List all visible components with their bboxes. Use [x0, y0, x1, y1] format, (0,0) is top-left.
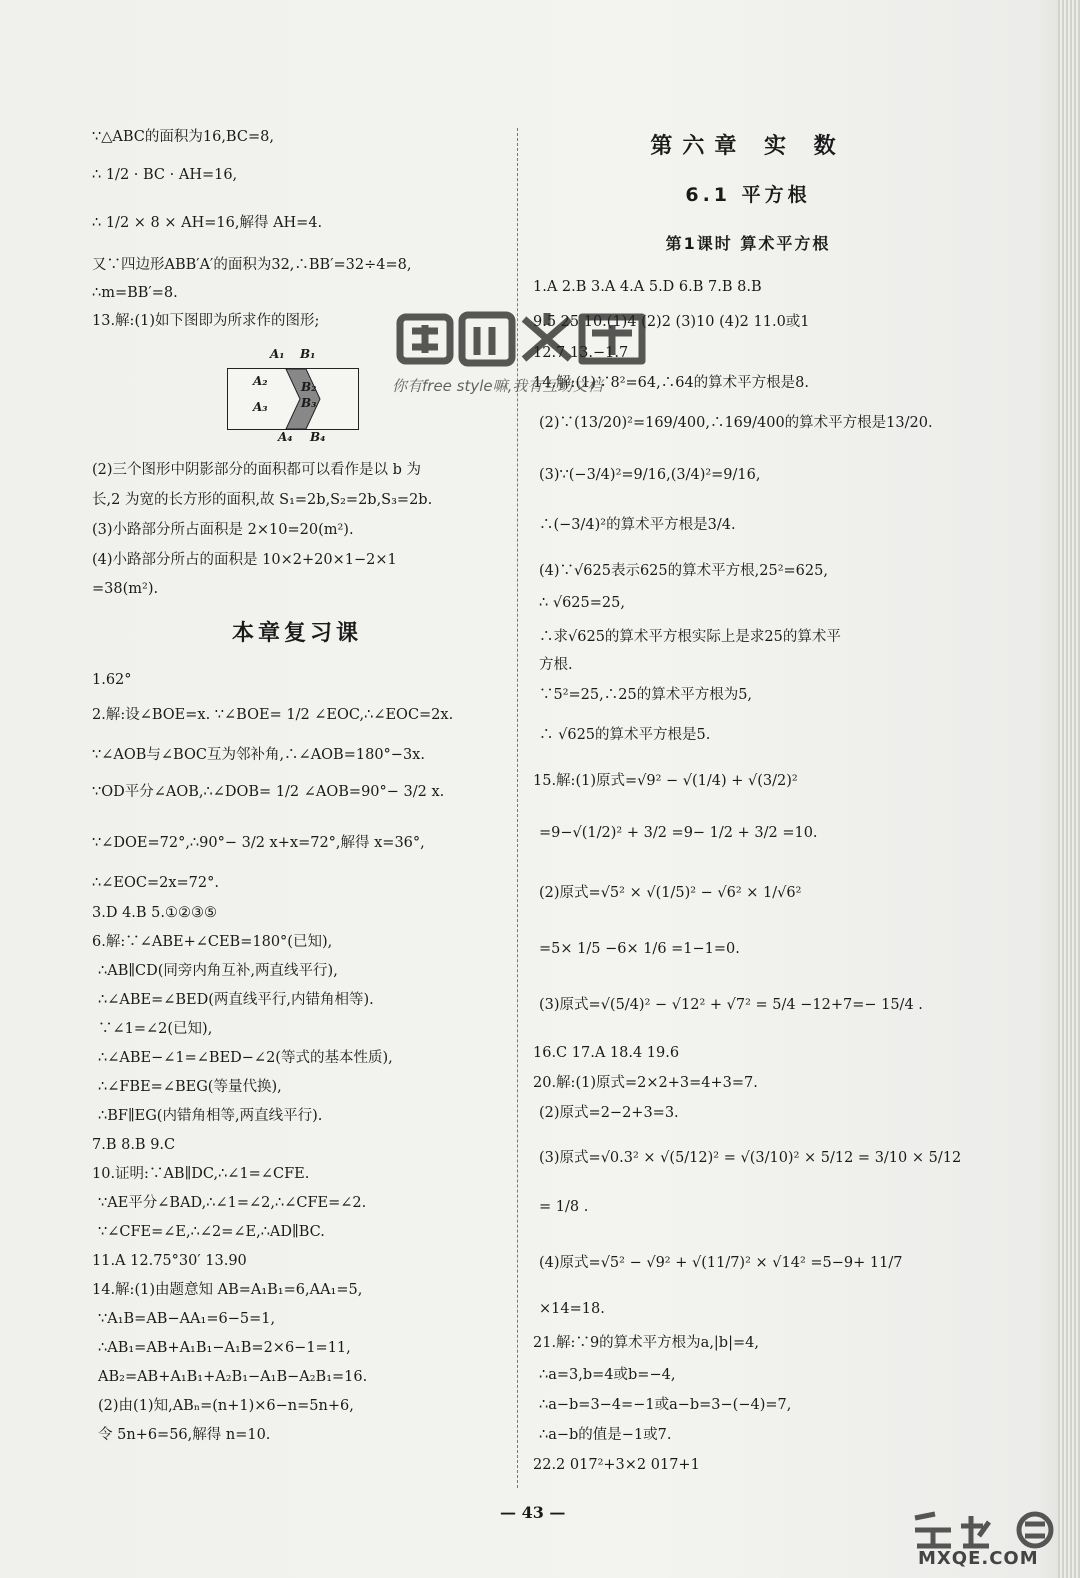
text-line: (2)由(1)知,ABₙ=(n+1)×6−n=5n+6, — [98, 1398, 354, 1414]
text-line: ∵△ABC的面积为16,BC=8, — [92, 129, 274, 145]
text-line: (2)∵(13/20)²=169/400,∴169/400的算术平方根是13/20. — [539, 415, 933, 431]
text-line: =38(m²). — [92, 581, 159, 597]
text-line: 14.解:(1)∵8²=64,∴64的算术平方根是8. — [533, 375, 810, 391]
text-line: ∴求√625的算术平方根实际上是求25的算术平 — [539, 629, 841, 645]
corner-brand-url: MXQE.COM — [918, 1548, 1039, 1569]
text-line: 6.解:∵∠ABE+∠CEB=180°(已知), — [92, 934, 333, 950]
text-line: 又∵四边形ABB′A′的面积为32,∴BB′=32÷4=8, — [92, 257, 412, 273]
text-line: ∵∠DOE=72°,∴90°− 3/2 x+x=72°,解得 x=36°, — [92, 835, 425, 851]
text-line: 15.解:(1)原式=√9² − √(1/4) + √(3/2)² — [533, 773, 798, 789]
shaded-path-diagram — [228, 369, 358, 429]
text-line: 令 5n+6=56,解得 n=10. — [98, 1427, 271, 1443]
text-line: 3.D 4.B 5.①②③⑤ — [92, 905, 217, 921]
text-line: =5× 1/5 −6× 1/6 =1−1=0. — [539, 941, 740, 957]
text-line: ∴ 1/2 · BC · AH=16, — [92, 167, 238, 183]
text-line: ∴a−b的值是−1或7. — [539, 1427, 672, 1443]
text-line: (2)原式=2−2+3=3. — [539, 1105, 679, 1121]
text-line: ∴BF∥EG(内错角相等,两直线平行). — [98, 1108, 323, 1124]
text-line: (3)原式=√(5/4)² − √12² + √7² = 5/4 −12+7=− 15/4 . — [539, 997, 923, 1013]
text-line: ×14=18. — [539, 1301, 605, 1317]
text-line: 16.C 17.A 18.4 19.6 — [533, 1045, 680, 1061]
text-line: AB₂=AB+A₁B₁+A₂B₁−A₁B−A₂B₁=16. — [98, 1369, 368, 1385]
text-line: ∵A₁B=AB−AA₁=6−5=1, — [98, 1311, 276, 1327]
figure-label: A₁ — [270, 347, 285, 361]
text-line: (3)小路部分所占面积是 2×10=20(m²). — [92, 522, 354, 538]
text-line: 22.2 017²+3×2 017+1 — [533, 1457, 700, 1473]
text-line: ∴∠EOC=2x=72°. — [92, 875, 219, 891]
text-line: ∴a−b=3−4=−1或a−b=3−(−4)=7, — [539, 1397, 792, 1413]
figure-label: A₄ — [278, 430, 293, 444]
text-line: 14.解:(1)由题意知 AB=A₁B₁=6,AA₁=5, — [92, 1282, 363, 1298]
text-line: (2)原式=√5² × √(1/5)² − √6² × 1/√6² — [539, 885, 802, 901]
text-line: (4)小路部分所占的面积是 10×2+20×1−2×1 — [92, 552, 397, 568]
watermark-logo-art — [392, 305, 662, 375]
text-line: ∵∠CFE=∠E,∴∠2=∠E,∴AD∥BC. — [98, 1224, 325, 1240]
figure-label: A₂ — [253, 374, 268, 388]
text-line: 7.B 8.B 9.C — [92, 1137, 176, 1153]
text-line: 1.62° — [92, 672, 132, 688]
text-line: 9.5 25 10.(1)4 (2)2 (3)10 (4)2 11.0或1 — [533, 314, 810, 330]
text-line: 21.解:∵9的算术平方根为a,|b|=4, — [533, 1335, 759, 1351]
text-line: ∵5²=25,∴25的算术平方根为5, — [539, 687, 753, 703]
text-line: 20.解:(1)原式=2×2+3=4+3=7. — [533, 1075, 758, 1091]
text-line: ∴a=3,b=4或b=−4, — [539, 1367, 676, 1383]
text-line: ∴m=BB′=8. — [92, 285, 178, 301]
text-line: (3)∵(−3/4)²=9/16,(3/4)²=9/16, — [539, 467, 761, 483]
text-line: =9−√(1/2)² + 3/2 =9− 1/2 + 3/2 =10. — [539, 825, 818, 841]
text-line: ∴∠ABE=∠BED(两直线平行,内错角相等). — [98, 992, 374, 1008]
text-line: ∵∠1=∠2(已知), — [98, 1021, 213, 1037]
watermark-tagline: 你有free style嘛,我有互助文档 — [392, 377, 603, 395]
text-line: 10.证明:∵AB∥DC,∴∠1=∠CFE. — [92, 1166, 310, 1182]
text-line: ∴AB∥CD(同旁内角互补,两直线平行), — [98, 963, 338, 979]
text-line: 2.解:设∠BOE=x. ∵∠BOE= 1/2 ∠EOC,∴∠EOC=2x. — [92, 707, 454, 723]
text-line: (4)∵√625表示625的算术平方根,25²=625, — [539, 563, 828, 579]
text-line: (4)原式=√5² − √9² + √(11/7)² × √14² =5−9+ 11/7 — [539, 1255, 903, 1271]
text-line: ∴AB₁=AB+A₁B₁−A₁B=2×6−1=11, — [98, 1340, 351, 1356]
text-line: ∴ 1/2 × 8 × AH=16,解得 AH=4. — [92, 215, 323, 231]
text-line: ∴(−3/4)²的算术平方根是3/4. — [539, 517, 736, 533]
text-line: ∵OD平分∠AOB,∴∠DOB= 1/2 ∠AOB=90°− 3/2 x. — [92, 784, 445, 800]
text-line: 方根. — [539, 657, 573, 673]
text-line: = 1/8 . — [539, 1199, 589, 1215]
text-line: ∴ √625=25, — [539, 595, 625, 611]
figure-label: A₃ — [253, 400, 268, 414]
figure-label: B₃ — [301, 396, 317, 410]
text-line: 11.A 12.75°30′ 13.90 — [92, 1253, 247, 1269]
figure-label: B₁ — [300, 347, 316, 361]
text-line: ∵AE平分∠BAD,∴∠1=∠2,∴∠CFE=∠2. — [98, 1195, 367, 1211]
path-figure — [227, 368, 359, 430]
page-edge-stack — [1058, 0, 1080, 1578]
lesson-title: 第1课时 算术平方根 — [665, 234, 831, 253]
text-line: ∴∠ABE−∠1=∠BED−∠2(等式的基本性质), — [98, 1050, 393, 1066]
text-line: (2)三个图形中阴影部分的面积都可以看作是以 b 为 — [92, 462, 422, 478]
text-line: 长,2 为宽的长方形的面积,故 S₁=2b,S₂=2b,S₃=2b. — [92, 492, 433, 508]
page-number: — 43 — — [500, 1503, 566, 1522]
text-line: ∴∠FBE=∠BEG(等量代换), — [98, 1079, 282, 1095]
section-title: 6.1 平方根 — [685, 184, 811, 206]
figure-label: B₄ — [310, 430, 326, 444]
review-title: 本章复习课 — [231, 621, 362, 646]
text-line: 12.7 13.−1.7 — [533, 345, 629, 361]
chapter-title: 第六章 实 数 — [650, 134, 846, 159]
text-line: (3)原式=√0.3² × √(5/12)² = √(3/10)² × 5/12 = 3/10 × 5/12 — [539, 1150, 962, 1166]
figure-label: B₂ — [301, 380, 317, 394]
text-line: ∵∠AOB与∠BOC互为邻补角,∴∠AOB=180°−3x. — [92, 747, 425, 763]
text-line: ∴ √625的算术平方根是5. — [539, 727, 711, 743]
corner-brand-art — [905, 1510, 1075, 1550]
text-line: 1.A 2.B 3.A 4.A 5.D 6.B 7.B 8.B — [533, 279, 762, 295]
watermark-logo — [392, 305, 662, 395]
text-line: 13.解:(1)如下图即为所求作的图形; — [92, 313, 320, 329]
